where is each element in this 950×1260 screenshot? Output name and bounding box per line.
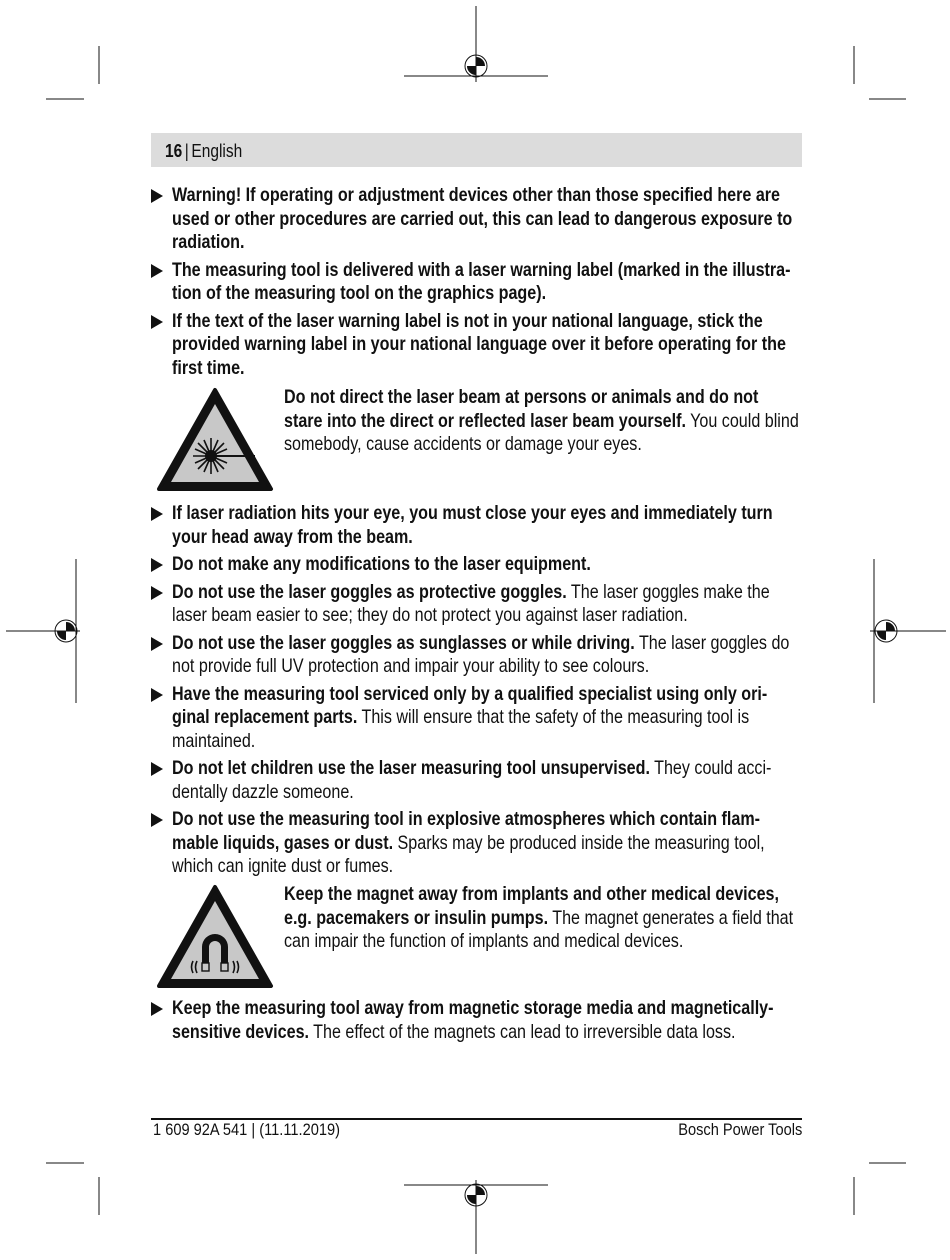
- list-item: Do not use the measuring tool in explosive atmospheres which contain flam-mable liquids, gases or dust. Sparks may be produced inside the measuring tool, which can ignite dust or fumes.: [151, 808, 802, 879]
- laser-warning-icon: [155, 386, 275, 494]
- list-item: The measuring tool is delivered with a laser warning label (marked in the illustra-tion of the measuring tool on the graphics page).: [151, 259, 802, 306]
- footer-doc-number: 1 609 92A 541 | (11.11.2019): [153, 1120, 340, 1139]
- list-item: Have the measuring tool serviced only by a qualified specialist using only ori-ginal replacement parts. This will ensure that the safety of the measuring tool is maintained.: [151, 683, 802, 754]
- list-item: Do not let children use the laser measuring tool unsupervised. They could acci-dentally dazzle someone.: [151, 757, 802, 804]
- page-number: 16: [165, 141, 183, 161]
- bullet-list-top: [151, 184, 802, 384]
- laser-warning-text: Do not direct the laser beam at persons or animals and do not stare into the direct or reflected laser beam yourself. You could blind somebody, cause accidents or damage your eyes.: [284, 386, 799, 455]
- bullet-triangle-icon: [151, 762, 163, 776]
- list-item: Keep the measuring tool away from magnetic storage media and magnetically-sensitive devices. The effect of the magnets can lead to irreversible data loss.: [151, 997, 802, 1044]
- bullet-triangle-icon: [151, 586, 163, 600]
- bullet-triangle-icon: [151, 1002, 163, 1016]
- bullet-triangle-icon: [151, 558, 163, 572]
- magnet-warning-block: [151, 883, 802, 995]
- page-header: 16 | English: [165, 141, 243, 161]
- footer-brand: Bosch Power Tools: [677, 1120, 802, 1139]
- bullet-triangle-icon: [151, 189, 163, 203]
- magnet-warning-text: Keep the magnet away from implants and other medical devices, e.g. pacemakers or insulin pumps. The magnet generates a field that can impair the function of implants and medical devices.: [284, 883, 794, 952]
- page-language: English: [191, 141, 243, 161]
- list-item: Do not make any modifications to the laser equipment.: [151, 553, 802, 577]
- bullet-list-bottom: [151, 997, 802, 1048]
- list-item: Warning! If operating or adjustment devices other than those specified here are used or other procedures are carried out, this can lead to dangerous exposure to radiation.: [151, 184, 802, 255]
- list-item: If laser radiation hits your eye, you must close your eyes and immediately turn your head away from the beam.: [151, 502, 802, 549]
- list-item: If the text of the laser warning label is not in your national language, stick the provided warning label in your national language over it before operating for the first time.: [151, 310, 802, 381]
- bullet-triangle-icon: [151, 264, 163, 278]
- bullet-list-middle: [151, 502, 802, 883]
- bullet-triangle-icon: [151, 637, 163, 651]
- bullet-triangle-icon: [151, 813, 163, 827]
- bullet-triangle-icon: [151, 507, 163, 521]
- laser-warning-block: [151, 386, 802, 498]
- page-header-bar: [151, 133, 802, 167]
- magnet-warning-icon: [155, 883, 275, 991]
- list-item: Do not use the laser goggles as sunglasses or while driving. The laser goggles do not provide full UV protection and impair your ability to see colours.: [151, 632, 802, 679]
- list-item: Do not use the laser goggles as protective goggles. The laser goggles make the laser beam easier to see; they do not protect you against laser radiation.: [151, 581, 802, 628]
- bullet-triangle-icon: [151, 315, 163, 329]
- bullet-triangle-icon: [151, 688, 163, 702]
